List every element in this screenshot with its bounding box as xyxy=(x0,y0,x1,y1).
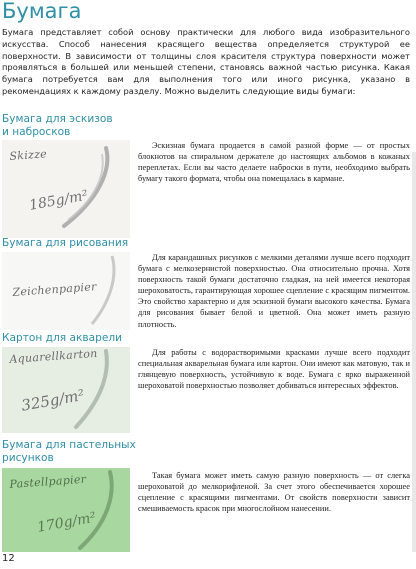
section-text-pastel: Такая бумага может иметь самую разную поверхность — от слегка шероховатой до мелкорифленой. За счет этого обеспечивается хорошее сцепление с красящими пигментами. От свойств поверхности зависит смешиваемость красок при многослойном нанесении. xyxy=(138,471,410,514)
sample-word-label: Zeichenpapier xyxy=(12,280,98,299)
sample-word-label: Aquarellkarton xyxy=(9,347,98,366)
sketch-paper-sample xyxy=(2,140,130,238)
section-title-line: Бумага для пастельных xyxy=(2,439,136,451)
page-number: 12 xyxy=(2,553,15,564)
sample-word-label: Skizze xyxy=(9,147,48,163)
intro-paragraph: Бумага представляет собой основу практически для любого вида изобразительного искусства. Способ нанесения красящего вещества определяется структурой ее поверхности. В зависимости от толщины слоя красителя структура поверхности может проявляться в большей или меньшей степени, становясь важной частью рисунка. Какая бумага потребуется вам для выполнения того или иного рисунка, указано в рекомендациях к каждому разделу. Можно выделить следующие виды бумаги: xyxy=(2,27,410,96)
sample-weight-label: 325g/m² xyxy=(20,385,86,415)
watercolor-paper-sample xyxy=(2,347,130,433)
section-title-watercolor xyxy=(2,332,122,345)
section-title-line: Бумага для эскизов xyxy=(2,113,113,125)
section-title-drawing xyxy=(2,237,128,250)
section-title-line: Бумага для рисования xyxy=(2,237,129,249)
sample-weight-label: 185g/m² xyxy=(28,187,90,214)
section-text-drawing: Для карандашных рисунков с мелкими деталями лучше всего подходит бумага с мелкозернистой поверхностью. Она относительно прочна. Хотя поверхность такой бумаги достаточно гладкая, на ней имеется некоторая шероховатость, гарантирующая хорошее сцепление с красящим пигментом. Это свойство характерно и для эскизной бумаги высокого качества. Бумага для рисования бывает белой и цветной. Она может иметь разную плотность. xyxy=(138,253,410,329)
pastel-paper-sample xyxy=(2,468,130,552)
sample-weight-label: 170g/m² xyxy=(36,509,98,536)
section-title-line: Картон для акварели xyxy=(2,332,123,344)
section-title-line: и набросков xyxy=(2,125,71,138)
section-title-pastel xyxy=(2,439,136,464)
sample-word-label: Pastellpapier xyxy=(9,472,87,491)
page-edge-shadow xyxy=(412,152,416,552)
page-title: Бумага xyxy=(2,0,82,23)
section-title-sketch xyxy=(2,113,113,138)
section-text-sketch: Эскизная бумага продается в самой разной форме — от простых блокнотов на спиральном держателе до настоящих альбомов в кожаных переплетах. Если вы часто делаете наброски в пути, необходимо выбрать бумагу такого формата, чтобы она помещалась в кармане. xyxy=(138,141,410,184)
section-title-line: рисунков xyxy=(2,451,54,464)
section-text-watercolor: Для работы с водорастворимыми красками лучше всего подходит специальная акварельная бумага или картон. Они имеют как матовую, так и глянцевую поверхность, устойчивую к воде. Бумага с ярко выраженной шероховатой поверхностью позволяет добиваться интересных эффектов. xyxy=(138,348,410,391)
drawing-paper-sample xyxy=(2,252,130,330)
